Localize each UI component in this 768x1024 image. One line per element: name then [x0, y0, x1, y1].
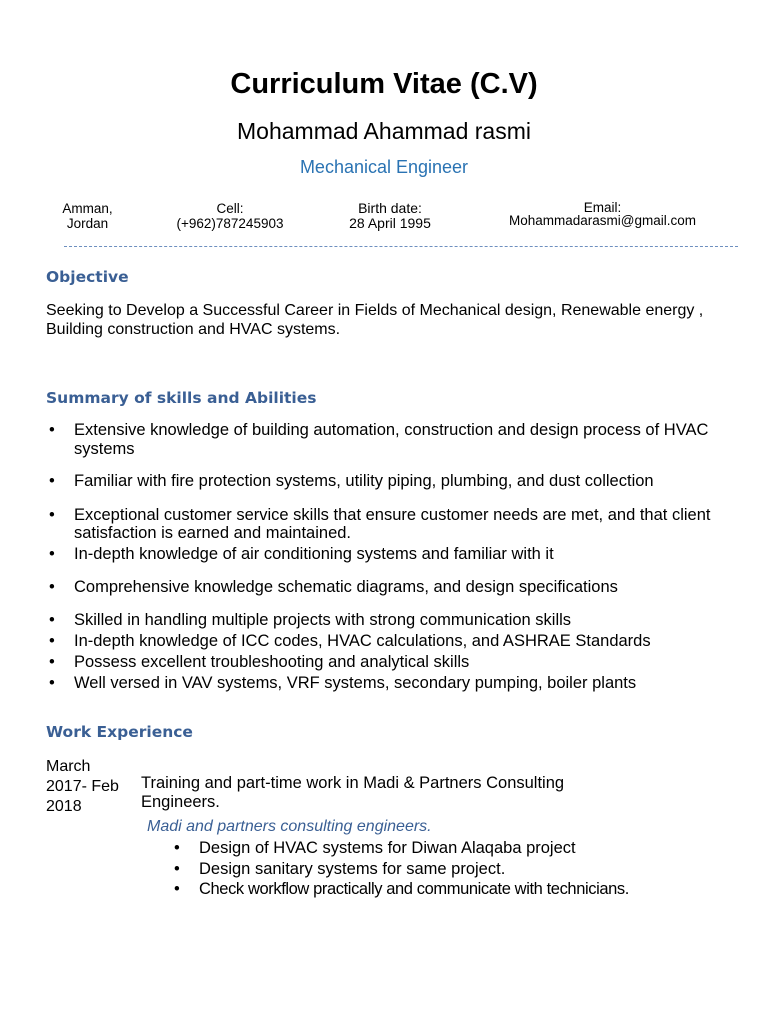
contact-birth-date	[325, 201, 455, 231]
task-item: • Design sanitary systems for same project.	[172, 859, 629, 880]
header-divider	[64, 246, 738, 247]
skill-item: • Exceptional customer service skills that ensure customer needs are met, and that client satisfaction is earned and maintained.	[46, 506, 734, 542]
task-item: • Design of HVAC systems for Diwan Alaqaba project	[172, 838, 629, 859]
cell-value: (+962)787245903	[176, 216, 284, 231]
date-line: March	[46, 758, 91, 775]
task-list	[172, 838, 629, 900]
location-line: Amman,	[62, 201, 113, 216]
birth-label: Birth date:	[358, 200, 422, 216]
applicant-name: Mohammad Ahammad rasmi	[237, 118, 531, 144]
date-line: 2018	[46, 798, 82, 815]
email-label: Email:	[583, 200, 622, 215]
task-item: • Check workflow practically and communicate with technicians.	[172, 879, 629, 900]
skills-heading: Summary of skills and Abilities	[46, 389, 317, 407]
page-title: Curriculum Vitae (C.V)	[230, 68, 538, 100]
skill-item: • In-depth knowledge of air conditioning systems and familiar with it	[46, 545, 734, 564]
birth-value: 28 April 1995	[349, 215, 431, 231]
contact-location	[40, 201, 135, 231]
date-line: 2017- Feb	[46, 778, 119, 795]
job-title: Training and part-time work in Madi & Partners Consulting Engineers.	[141, 774, 565, 811]
objective-line: Seeking to Develop a Successful Career in Fields of Mechanical design, Renewable energy ,	[46, 302, 704, 319]
job-role: Mechanical Engineer	[299, 157, 469, 177]
skill-item: • Skilled in handling multiple projects with strong communication skills	[46, 611, 734, 630]
location-line: Jordan	[66, 216, 109, 231]
contact-email	[490, 201, 715, 227]
objective-line: Building construction and HVAC systems.	[46, 321, 341, 338]
cell-label: Cell:	[216, 201, 244, 216]
skill-item: • Possess excellent troubleshooting and analytical skills	[46, 653, 734, 672]
experience-dates	[46, 757, 136, 817]
company-name: Madi and partners consulting engineers.	[147, 818, 432, 835]
objective-heading: Objective	[46, 268, 129, 286]
skill-item: • Comprehensive knowledge schematic diagrams, and design specifications	[46, 578, 734, 597]
email-value[interactable]: Mohammadarasmi@gmail.com	[508, 213, 696, 228]
skill-item: • Extensive knowledge of building automation, construction and design process of HVAC systems	[46, 421, 734, 459]
experience-heading: Work Experience	[46, 723, 193, 741]
skill-item: • Familiar with fire protection systems, utility piping, plumbing, and dust collection	[46, 472, 734, 491]
objective-text	[46, 301, 746, 339]
skill-item: • Well versed in VAV systems, VRF systems, secondary pumping, boiler plants	[46, 674, 734, 693]
skill-item: • In-depth knowledge of ICC codes, HVAC calculations, and ASHRAE Standards	[46, 632, 734, 651]
contact-cell	[160, 201, 300, 231]
